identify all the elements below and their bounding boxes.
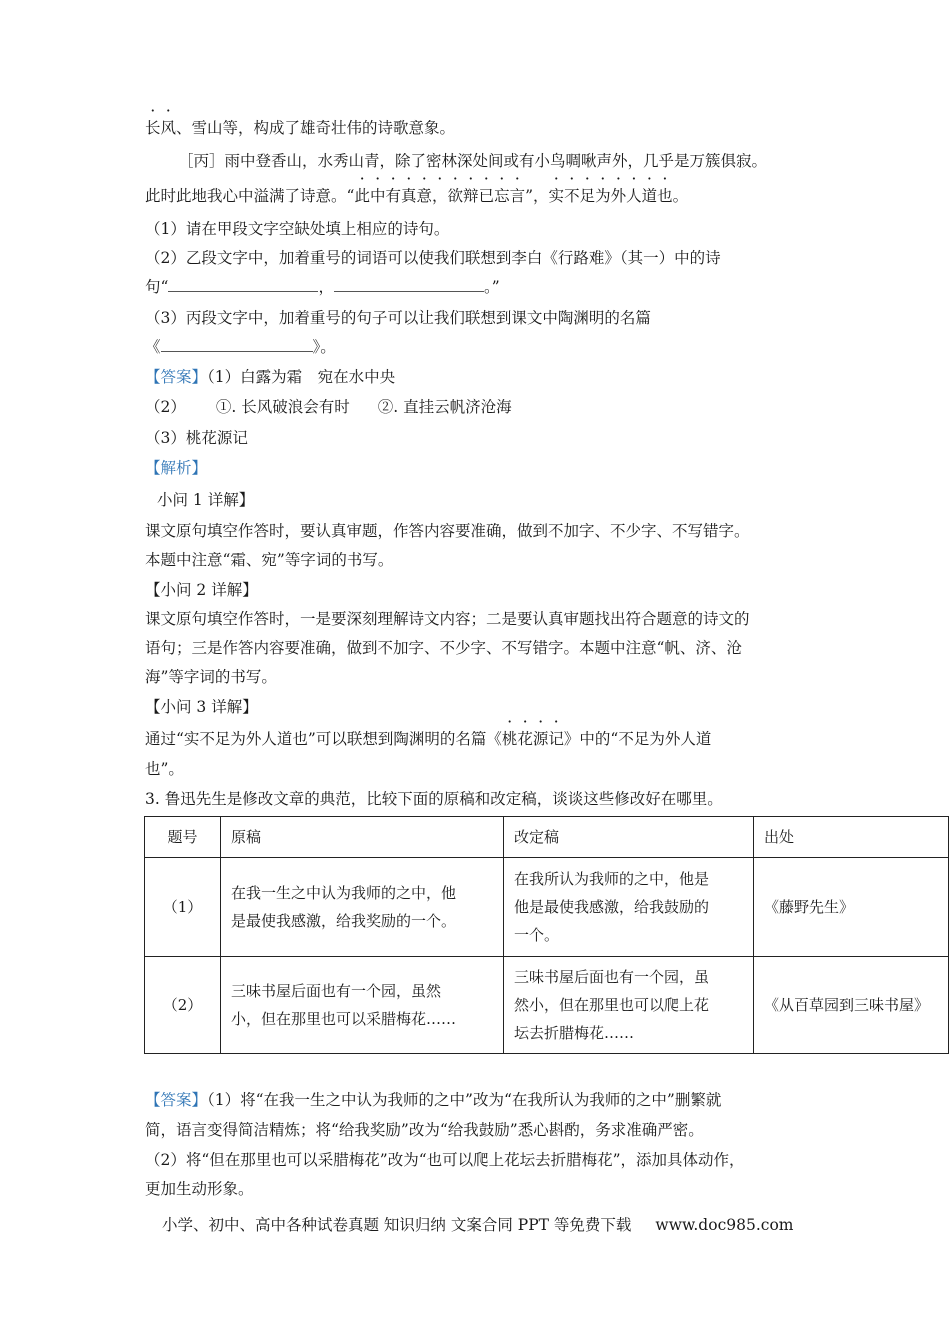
question-3-line-1 xyxy=(145,307,651,329)
sub-heading: 【小问 2 详解】 xyxy=(145,581,258,599)
answer-tag: 【答案】 xyxy=(145,1091,208,1109)
answer-3-line-3 xyxy=(145,1149,745,1171)
answer-tag: 【答案】 xyxy=(145,368,208,386)
row-number: （2） xyxy=(145,957,221,1054)
cell-line: 三味书屋后面也有一个园，虽 xyxy=(514,968,710,986)
footer-link[interactable]: www.doc985.com xyxy=(655,1216,794,1234)
question-text: 《 xyxy=(145,338,161,356)
question-text: 句“ xyxy=(145,278,169,296)
cell-line: 在我所认为我师的之中，他是 xyxy=(514,870,710,888)
revised-text-cell xyxy=(504,858,754,957)
original-text-cell xyxy=(221,858,504,957)
question-text: ， xyxy=(318,278,334,296)
passage-tail-line xyxy=(145,117,455,139)
table-row xyxy=(145,858,949,957)
answer-text: （1）将“在我一生之中认为我师的之中”改为“在我所认为我师的之中”删繁就 xyxy=(207,1091,722,1109)
analysis-text: 也”。 xyxy=(145,760,184,778)
cell-line: 是最使我感激，给我奖励的一个。 xyxy=(231,912,457,930)
emphasized-title xyxy=(502,730,564,748)
analysis-sub-2-line-2 xyxy=(145,637,742,659)
revision-table xyxy=(144,816,949,1054)
answer-blank[interactable] xyxy=(161,337,313,352)
passage-text: 此时此地我心中溢满了诗意。“ xyxy=(145,187,355,205)
passage-text: 雪山等，构成了雄奇壮伟的诗歌意象。 xyxy=(191,119,456,137)
analysis-sub-2-line-1 xyxy=(145,608,750,630)
analysis-text: 课文原句填空作答时，要认真审题，作答内容要准确，做到不加字、不少字、不写错字。 xyxy=(145,522,750,540)
emphasis-char: 道 xyxy=(641,187,658,205)
revised-text-cell xyxy=(504,957,754,1054)
answer-3-line xyxy=(145,427,248,449)
passage-text: ［丙］雨中登香山，水秀山青，除了密林深处间或有小鸟啁啾声外，几乎是万簇俱寂。 xyxy=(178,152,768,170)
answer-text: ②. 直挂云帆济沧海 xyxy=(377,398,512,416)
cell-line: 三味书屋后面也有一个园，虽然 xyxy=(231,982,442,1000)
question-text: 。” xyxy=(483,278,500,296)
answer-text: （2）将“但在那里也可以采腊梅花”改为“也可以爬上花坛去折腊梅花”，添加具体动作， xyxy=(145,1151,745,1169)
cell-line: 他是最使我感激，给我鼓励的 xyxy=(514,898,710,916)
emphasis-char: 长 xyxy=(145,119,161,137)
emphasis-char: 已 xyxy=(478,187,495,205)
analysis-text: 海”等字词的书写。 xyxy=(145,668,277,686)
table-header-row xyxy=(145,817,949,858)
question-2-line-2 xyxy=(145,276,500,298)
answer-3-line-1 xyxy=(145,1089,721,1111)
sub-heading: 小问 1 详解】 xyxy=(157,491,255,509)
emphasis-char: 实 xyxy=(548,187,565,205)
emphasis-char: 也 xyxy=(657,187,673,205)
page-footer xyxy=(162,1213,793,1235)
separator: 、 xyxy=(176,119,192,137)
sub-heading: 【小问 3 详解】 xyxy=(145,698,258,716)
table-header: 题号 xyxy=(145,817,221,858)
table-row xyxy=(145,957,949,1054)
analysis-sub-3-head xyxy=(145,696,258,718)
analysis-text: 语句；三是作答内容要准确，做到不加字、不少字、不写错字。本题中注意“帆、济、沧 xyxy=(145,639,742,657)
analysis-sub-3-line-1 xyxy=(145,728,711,750)
source-cell: 《藤野先生》 xyxy=(754,858,949,957)
emphasis-char: 意 xyxy=(416,187,433,205)
emphasis-char: 足 xyxy=(579,187,596,205)
analysis-sub-2-line-3 xyxy=(145,666,277,688)
emphasis-char: 为 xyxy=(595,187,611,205)
answer-text: ①. 长风破浪会有时 xyxy=(215,398,350,416)
question-text: 》。 xyxy=(312,338,336,356)
emphasized-word xyxy=(145,119,176,137)
answer-text: 更加生动形象。 xyxy=(145,1180,254,1198)
question-text: （3）丙段文字中，加着重号的句子可以让我们联想到课文中陶渊明的名篇 xyxy=(145,309,651,327)
cell-line: 一个。 xyxy=(514,926,560,944)
emphasis-char: 记 xyxy=(548,730,564,748)
emphasis-char: 风 xyxy=(160,119,177,137)
emphasis-char: 真 xyxy=(400,187,417,205)
footer-text: 小学、初中、高中各种试卷真题 知识归纳 文案合同 PPT 等免费下载 xyxy=(162,1216,632,1234)
answer-1-line xyxy=(145,366,395,388)
cell-line: 坛去折腊梅花…… xyxy=(514,1024,635,1042)
passage-text: 。 xyxy=(672,187,689,205)
dotted-text xyxy=(145,119,176,137)
emphasized-sentence xyxy=(549,187,673,205)
answer-text: （2） xyxy=(145,398,186,416)
original-text-cell xyxy=(221,957,504,1054)
emphasis-char: 外 xyxy=(610,187,627,205)
answer-text: （1）白露为霜 宛在水中央 xyxy=(207,368,396,386)
answer-text: （3）桃花源记 xyxy=(145,429,248,447)
question-3-line-2 xyxy=(145,336,336,358)
bing-line-2 xyxy=(145,185,688,207)
passage-text: ”， xyxy=(525,187,549,205)
analysis-sub-1-line-1 xyxy=(145,520,750,542)
analysis-sub-1-line-2 xyxy=(145,549,393,571)
answer-blank[interactable] xyxy=(168,277,318,292)
analysis-text: 本题中注意“霜、宛”等字词的书写。 xyxy=(145,551,394,569)
emphasis-char: 欲 xyxy=(447,187,464,205)
analysis-text: 课文原句填空作答时，一是要深刻理解诗文内容；二是要认真审题找出符合题意的诗文的 xyxy=(145,610,750,628)
emphasis-char: 言 xyxy=(509,187,526,205)
emphasized-sentence xyxy=(354,187,525,205)
answer-2-line xyxy=(145,396,512,418)
question-1 xyxy=(145,218,449,240)
table-header: 原稿 xyxy=(221,817,504,858)
source-cell: 《从百草园到三味书屋》 xyxy=(754,957,949,1054)
analysis-text: 》中的“不足为外人道 xyxy=(563,730,712,748)
emphasis-char: 中 xyxy=(369,187,386,205)
cell-line: 然小，但在那里也可以爬上花 xyxy=(514,996,710,1014)
emphasis-char: · ， xyxy=(432,185,448,207)
analysis-text: 通过“实不足为外人道也”可以联想到陶渊明的名篇《 xyxy=(145,730,502,748)
emphasis-char: 花 xyxy=(517,730,533,748)
question-text: （1）请在甲段文字空缺处填上相应的诗句。 xyxy=(145,220,450,238)
analysis-tag-text: 【解析】 xyxy=(145,459,208,477)
emphasis-char: 不 xyxy=(564,187,580,205)
row-number: （1） xyxy=(145,858,221,957)
emphasis-char: 辩 xyxy=(463,187,479,205)
table-header: 出处 xyxy=(754,817,949,858)
question-text: （2）乙段文字中，加着重号的词语可以使我们联想到李白《行路难》（其一）中的诗 xyxy=(145,249,721,267)
emphasis-char: 桃 xyxy=(501,730,518,748)
question-2-line-1 xyxy=(145,247,721,269)
cell-line: 小，但在那里也可以采腊梅花…… xyxy=(231,1010,457,1028)
analysis-sub-2-head xyxy=(145,579,258,601)
answer-3-line-2 xyxy=(145,1119,704,1141)
question-title: 3. 鲁迅先生是修改文章的典范，比较下面的原稿和改定稿，谈谈这些修改好在哪里。 xyxy=(145,790,723,808)
answer-blank[interactable] xyxy=(334,277,484,292)
cell-line: 在我一生之中认为我师的之中，他 xyxy=(231,884,457,902)
answer-3-line-4 xyxy=(145,1178,254,1200)
answer-text: 简，语言变得简洁精炼；将“给我奖励”改为“给我鼓励”悉心斟酌，务求准确严密。 xyxy=(145,1121,704,1139)
analysis-sub-1-head xyxy=(157,489,254,511)
table-header: 改定稿 xyxy=(504,817,754,858)
emphasis-char: 忘 xyxy=(494,187,510,205)
emphasis-char: 源 xyxy=(532,730,549,748)
emphasis-char: 此 xyxy=(354,187,370,205)
analysis-tag xyxy=(145,457,207,479)
analysis-sub-3-line-2 xyxy=(145,758,184,780)
emphasis-char: 有 xyxy=(385,187,401,205)
emphasis-char: 人 xyxy=(626,187,642,205)
question-3-title xyxy=(145,788,723,810)
